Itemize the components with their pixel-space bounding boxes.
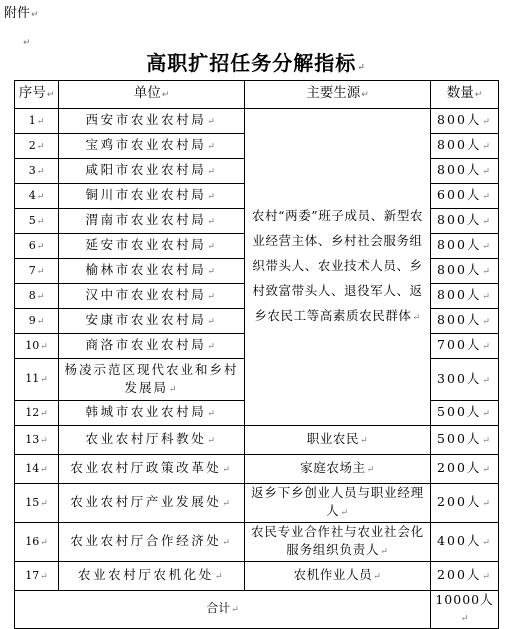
row-unit: 农业农村厅合作经济处↵	[59, 523, 245, 562]
row-unit: 农业农村厅产业发展处↵	[59, 484, 245, 523]
header-quantity: 数量↵	[431, 81, 499, 109]
header-seq: 序号↵	[15, 81, 59, 109]
row-source: 职业农民↵	[245, 426, 431, 455]
row-source: 农机作业人员↵	[245, 562, 431, 591]
row-seq: 6↵	[15, 234, 59, 259]
row-seq: 1↵	[15, 109, 59, 134]
row-seq: 14↵	[15, 455, 59, 484]
row-unit: 渭南市农业农村局↵	[59, 209, 245, 234]
row-seq: 16↵	[15, 523, 59, 562]
row-seq: 3↵	[15, 159, 59, 184]
row-quantity: 400人↵	[431, 523, 499, 562]
row-unit: 安康市农业农村局↵	[59, 309, 245, 334]
row-unit: 杨凌示范区现代农业和乡村发展局↵	[59, 359, 245, 401]
row-unit: 咸阳市农业农村局↵	[59, 159, 245, 184]
row-quantity: 500人↵	[431, 426, 499, 455]
row-unit: 宝鸡市农业农村局↵	[59, 134, 245, 159]
header-unit: 单位↵	[59, 81, 245, 109]
row-quantity: 500人↵	[431, 401, 499, 426]
table-row	[15, 455, 499, 484]
row-unit: 韩城市农业农村局↵	[59, 401, 245, 426]
attachment-label: 附件↵	[4, 6, 39, 21]
row-quantity: 800人↵	[431, 209, 499, 234]
row-seq: 11↵	[15, 359, 59, 401]
row-quantity: 800人↵	[431, 259, 499, 284]
row-unit: 汉中市农业农村局↵	[59, 284, 245, 309]
row-quantity: 800人↵	[431, 109, 499, 134]
total-quantity: 10000人↵	[431, 591, 499, 629]
row-quantity: 800人↵	[431, 134, 499, 159]
row-unit: 农业农村厅政策改革处↵	[59, 455, 245, 484]
blank-paragraph-mark: ↵	[23, 38, 31, 48]
row-source: 农民专业合作社与农业社会化服务组织负责人↵	[245, 523, 431, 562]
table-row	[15, 484, 499, 523]
row-quantity: 800人↵	[431, 159, 499, 184]
header-source: 主要生源↵	[245, 81, 431, 109]
row-seq: 2↵	[15, 134, 59, 159]
row-quantity: 800人↵	[431, 309, 499, 334]
table-row	[15, 109, 499, 134]
total-row	[15, 591, 499, 629]
total-label: 合计↵	[15, 591, 431, 629]
row-seq: 17↵	[15, 562, 59, 591]
table-row	[15, 562, 499, 591]
row-seq: 8↵	[15, 284, 59, 309]
row-quantity: 800人↵	[431, 234, 499, 259]
page-title: 高职扩招任务分解指标↵	[146, 51, 366, 75]
row-quantity: 300人↵	[431, 359, 499, 401]
row-source: 返乡下乡创业人员与职业经理人↵	[245, 484, 431, 523]
quota-table	[14, 80, 499, 629]
table-header-row	[15, 81, 499, 109]
table-row	[15, 523, 499, 562]
row-seq: 7↵	[15, 259, 59, 284]
row-unit: 铜川市农业农村局↵	[59, 184, 245, 209]
row-unit: 农业农村厅农机化处↵	[59, 562, 245, 591]
row-seq: 10↵	[15, 334, 59, 359]
row-quantity: 200人↵	[431, 484, 499, 523]
group-source-cell: 农村“两委”班子成员、新型农业经营主体、乡村社会服务组织带头人、农业技术人员、乡村致富带头人、退役军人、返乡农民工等高素质农民群体↵	[245, 109, 431, 426]
row-unit: 延安市农业农村局↵	[59, 234, 245, 259]
row-seq: 12↵	[15, 401, 59, 426]
row-seq: 13↵	[15, 426, 59, 455]
row-unit: 商洛市农业农村局↵	[59, 334, 245, 359]
row-unit: 西安市农业农村局↵	[59, 109, 245, 134]
row-seq: 5↵	[15, 209, 59, 234]
row-unit: 榆林市农业农村局↵	[59, 259, 245, 284]
table-row	[15, 426, 499, 455]
row-quantity: 800人↵	[431, 284, 499, 309]
row-seq: 15↵	[15, 484, 59, 523]
row-source: 家庭农场主↵	[245, 455, 431, 484]
row-quantity: 200人↵	[431, 562, 499, 591]
row-unit: 农业农村厅科教处↵	[59, 426, 245, 455]
row-quantity: 700人↵	[431, 334, 499, 359]
row-seq: 4↵	[15, 184, 59, 209]
row-seq: 9↵	[15, 309, 59, 334]
row-quantity: 600人↵	[431, 184, 499, 209]
row-quantity: 200人↵	[431, 455, 499, 484]
